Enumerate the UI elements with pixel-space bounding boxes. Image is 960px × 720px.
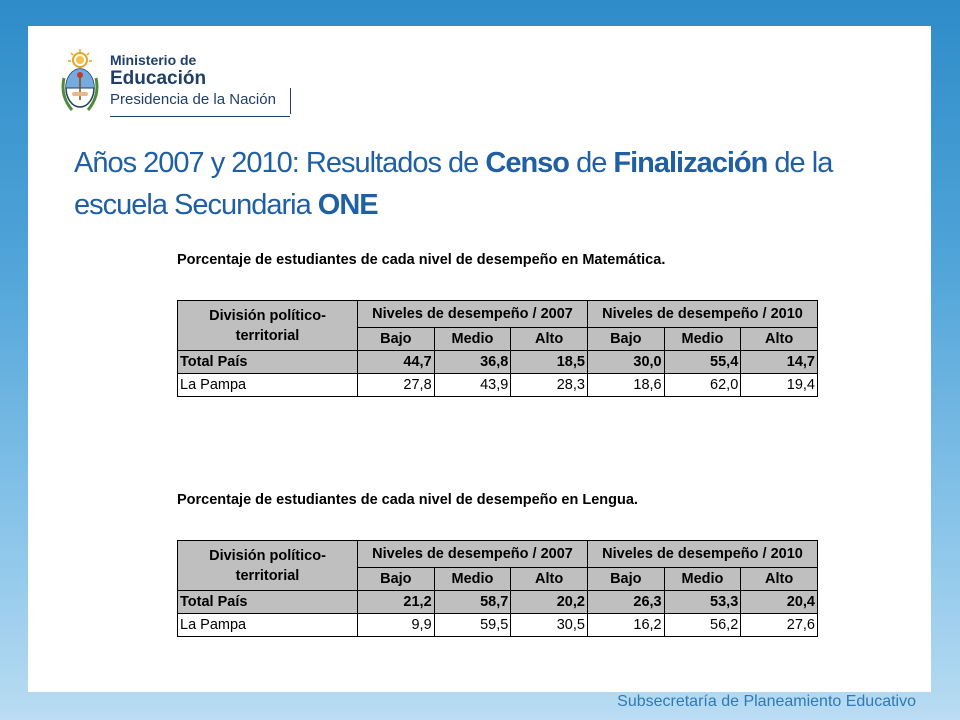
level-header: Bajo [587, 568, 664, 591]
level-header: Medio [664, 568, 741, 591]
logo-line-3: Presidencia de la Nación [110, 91, 276, 108]
level-header: Alto [741, 328, 818, 351]
logo-text [110, 52, 276, 110]
page-title [74, 142, 914, 226]
national-coat-of-arms-icon [58, 48, 102, 118]
table-row [178, 591, 818, 614]
math-table-caption: Porcentaje de estudiantes de cada nivel de desempeño en Matemática. [177, 252, 666, 268]
cell-value: 28,3 [511, 374, 588, 397]
cell-value: 58,7 [434, 591, 511, 614]
cell-value: 59,5 [434, 614, 511, 637]
table-row [178, 614, 818, 637]
cell-value: 20,4 [741, 591, 818, 614]
cell-value: 20,2 [511, 591, 588, 614]
title-part-3: de la escuela Secundaria [74, 147, 833, 221]
title-part-1: Años 2007 y 2010: Resultados de [74, 147, 486, 179]
group-2007-header: Niveles de desempeño / 2007 [358, 541, 588, 568]
cell-value: 30,5 [511, 614, 588, 637]
cell-value: 44,7 [358, 351, 435, 374]
logo-line-2: Educación [110, 68, 207, 89]
logo-line-1: Ministerio de [110, 52, 197, 68]
group-2007-header: Niveles de desempeño / 2007 [358, 301, 588, 328]
footer-text: Subsecretaría de Planeamiento Educativo [617, 693, 916, 710]
level-header: Bajo [587, 328, 664, 351]
language-table-caption: Porcentaje de estudiantes de cada nivel de desempeño en Lengua. [177, 492, 638, 508]
cell-value: 36,8 [434, 351, 511, 374]
row-name: La Pampa [178, 374, 358, 397]
language-table [177, 540, 818, 637]
level-header: Medio [664, 328, 741, 351]
cell-value: 14,7 [741, 351, 818, 374]
level-header: Bajo [358, 568, 435, 591]
cell-value: 21,2 [358, 591, 435, 614]
level-header: Alto [511, 328, 588, 351]
division-header: División político-territorial [178, 301, 358, 351]
logo-underline [110, 116, 290, 117]
level-header: Alto [741, 568, 818, 591]
title-part-2: de [569, 147, 614, 179]
row-name: Total País [178, 351, 358, 374]
row-name: La Pampa [178, 614, 358, 637]
cell-value: 18,5 [511, 351, 588, 374]
cell-value: 43,9 [434, 374, 511, 397]
cell-value: 55,4 [664, 351, 741, 374]
cell-value: 16,2 [587, 614, 664, 637]
cell-value: 18,6 [587, 374, 664, 397]
group-2010-header: Niveles de desempeño / 2010 [587, 301, 817, 328]
cell-value: 9,9 [358, 614, 435, 637]
group-2010-header: Niveles de desempeño / 2010 [587, 541, 817, 568]
ministry-logo [58, 46, 298, 126]
table-row [178, 374, 818, 397]
row-name: Total País [178, 591, 358, 614]
level-header: Medio [434, 328, 511, 351]
cell-value: 27,6 [741, 614, 818, 637]
level-header: Alto [511, 568, 588, 591]
level-header: Bajo [358, 328, 435, 351]
table-header-row [178, 541, 818, 568]
title-bold-1: Censo [485, 147, 570, 179]
cell-value: 30,0 [587, 351, 664, 374]
cell-value: 26,3 [587, 591, 664, 614]
cell-value: 53,3 [664, 591, 741, 614]
slide [28, 26, 931, 692]
logo-divider [290, 88, 291, 114]
division-header: División político-territorial [178, 541, 358, 591]
cell-value: 27,8 [358, 374, 435, 397]
level-header: Medio [434, 568, 511, 591]
title-bold-2: Finalización [613, 147, 768, 179]
table-header-row [178, 301, 818, 328]
math-table [177, 300, 818, 397]
cell-value: 56,2 [664, 614, 741, 637]
table-row [178, 351, 818, 374]
cell-value: 62,0 [664, 374, 741, 397]
cell-value: 19,4 [741, 374, 818, 397]
title-bold-3: ONE [317, 189, 378, 221]
